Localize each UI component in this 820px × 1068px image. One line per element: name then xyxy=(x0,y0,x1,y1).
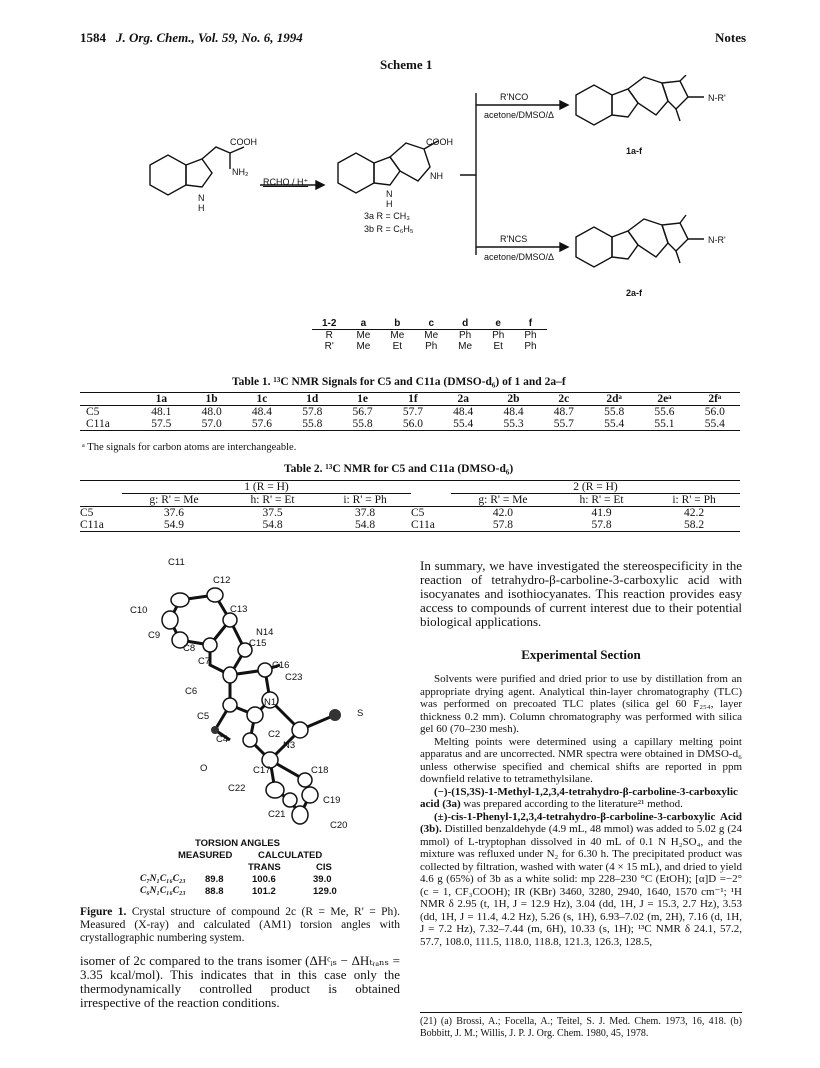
table-row xyxy=(80,418,740,431)
label-2af: 2a-f xyxy=(626,288,643,298)
table1-header: 2a xyxy=(457,393,469,405)
table-cell: C11a xyxy=(410,519,435,531)
table1-header xyxy=(80,393,136,406)
exp-paragraph-2: Melting points were determined using a capillary melting point apparatus and are uncorrected. NMR spectra were obtained in DMSO-d₆ unless otherwise specified and chemical shifts are reported in ppm downfield relative to tetramethylsilane. xyxy=(420,735,742,785)
table1-footnote: ᵃ The signals for carbon atoms are interchangeable. xyxy=(82,442,297,453)
table-cell: Et xyxy=(493,341,503,352)
journal-citation: J. Org. Chem., Vol. 59, No. 6, 1994 xyxy=(116,30,303,45)
svg-text:N: N xyxy=(198,193,205,203)
table2-subheader: i: R' = Ph xyxy=(672,494,716,506)
torsion-title: TORSION ANGLES xyxy=(195,838,280,849)
table1-header: 1a xyxy=(155,393,168,405)
svg-text:H: H xyxy=(386,199,393,209)
substituent-header: c xyxy=(428,318,434,329)
table-cell: 55.3 xyxy=(503,418,524,430)
table-cell: 37.8 xyxy=(355,507,376,519)
exp-paragraph-1: Solvents were purified and dried prior to use by distillation from an appropriate drying agent. Analytical thin-layer chromatography (TLC) was performed on precoated TLC plates (silica gel 60 F₂₅₄, layer thickness 0.2 mm). Column chromatography was performed with silica gel 60 (70–230 mesh). xyxy=(420,673,742,735)
summary-paragraph: In summary, we have investigated the stereospecificity in the reaction of tetrahydro-β-carboline-3-carboxylic acid with isocyanates and isothiocyanates. This reaction provides easy access to compounds of current interest due to their potential biological applications. xyxy=(420,558,742,629)
compound-3a-name: (−)-(1S,3S)-1-Methyl-1,2,3,4-tetrahydro-β-carboline-3-carboxylic acid (3a) xyxy=(420,785,738,810)
atom-label: C12 xyxy=(213,575,231,586)
atom-label: O xyxy=(200,763,208,774)
table1-header: 1f xyxy=(408,393,418,405)
atom-label: C8 xyxy=(183,643,196,654)
substituent-header: f xyxy=(528,318,533,329)
benzene-ring-tryptophan xyxy=(150,155,186,195)
page-number: 1584 xyxy=(80,30,106,45)
experimental-heading: Experimental Section xyxy=(521,647,641,662)
torsion-row2-cis: 129.0 xyxy=(313,886,337,897)
atom-label: C4 xyxy=(216,734,229,745)
figure-caption-text: Crystal structure of compound 2c (R = Me, R' = Ph). Measured (X-ray) and calculated (AM1) torsion angles with crystallographic numbering system. xyxy=(80,906,400,944)
reagent-conditions-bottom: acetone/DMSO/Δ xyxy=(484,252,555,262)
svg-text:NH₂: NH₂ xyxy=(232,167,249,177)
table-cell: Me xyxy=(356,330,371,341)
right-column xyxy=(420,559,742,948)
atom-label: C20 xyxy=(330,820,348,831)
table-cell: 56.0 xyxy=(402,418,423,430)
torsion-row2-label: C₆N₁C₁₆C₂₃ xyxy=(140,886,186,896)
reagent-rncs: R'NCS xyxy=(500,234,528,244)
torsion-row1-measured: 89.8 xyxy=(205,874,224,885)
substituent-header: a xyxy=(360,318,367,329)
atom-label: C13 xyxy=(230,604,248,615)
table-cell: 57.8 xyxy=(302,406,323,418)
table1-header: 2fᵃ xyxy=(708,393,722,405)
table-cell: 54.8 xyxy=(355,519,376,531)
svg-text:NH: NH xyxy=(430,171,443,181)
table-cell: 55.4 xyxy=(704,418,725,430)
table-cell: 56.7 xyxy=(352,406,373,418)
table1-header: 2eᵃ xyxy=(657,393,672,405)
table-cell: 48.0 xyxy=(201,406,222,418)
substituent-table xyxy=(312,318,547,352)
table2 xyxy=(80,480,740,532)
torsion-measured: MEASURED xyxy=(178,850,233,861)
table-row xyxy=(80,406,740,419)
table-cell: 57.0 xyxy=(201,418,222,430)
table-cell: Me xyxy=(356,341,371,352)
label-3a: 3a R = CH₃ xyxy=(364,211,410,221)
table-cell: 55.1 xyxy=(654,418,675,430)
atom-label: C10 xyxy=(130,605,148,616)
table2-group2: 2 (R = H) xyxy=(451,481,740,494)
svg-text:COOH: COOH xyxy=(230,137,257,147)
compound-3b-text: Distilled benzaldehyde (4.9 mL, 48 mmol) was added to 5.02 g (24 mmol) of L-tryptophan dissolved in 40 mL of 0.1 N H₂SO₄, and the mixture was refluxed under N₂ for 6.30 h. The precipitated product was collected by filtration, washed with water (4 × 15 mL), and dried to yield 4.6 g (65%) of 3b as a white solid: mp 228–230 °C (EtOH); [α]D =−2° (c = 1, CF₃COOH); IR (KBr) 3460, 3280, 2940, 1640, 1570 cm⁻¹; ¹H NMR δ 2.95 (t, 1H, J = 12.9 Hz), 3.04 (dd, 1H, J = 15.3, 2.7 Hz), 3.53 (dd, 1H, J = 11.4, 4.2 Hz), 5.26 (s, 1H), 6.93–7.02 (m, 2H), 7.16 (d, 1H, J = 7.2 Hz), 7.32–7.44 (m, 6H), 10.33 (s, 1H); ¹³C NMR δ 24.1, 57.2, 57.7, 108.0, 111.5, 118.0, 118.8, 121.3, 126.3, 128.5, xyxy=(420,823,742,948)
table2-subheader: h: R' = Et xyxy=(579,494,624,506)
reference-21: (21) (a) Brossi, A.; Focella, A.; Teitel, S. J. Med. Chem. 1973, 16, 418. (b) Bobbitt, J. M.; Willis, J. P. J. Org. Chem. 1980, 45, 1978. xyxy=(420,1016,742,1039)
svg-text:COOH: COOH xyxy=(426,137,453,147)
table1-header: 1c xyxy=(256,393,268,405)
table-cell: 55.8 xyxy=(352,418,373,430)
table1-header: 1b xyxy=(205,393,218,405)
table1-header: 1d xyxy=(306,393,319,405)
table-cell: 54.8 xyxy=(262,519,283,531)
figure-caption-label: Figure 1. xyxy=(80,906,127,918)
table-cell: 57.5 xyxy=(151,418,172,430)
torsion-row1-trans: 100.6 xyxy=(252,874,276,885)
table-cell: 42.0 xyxy=(492,507,514,519)
table-cell: 55.7 xyxy=(553,418,574,430)
table-cell: 48.4 xyxy=(503,406,524,418)
table-cell: 48.4 xyxy=(251,406,272,418)
atom-label: C7 xyxy=(198,656,211,667)
table-cell: 57.8 xyxy=(492,519,514,531)
torsion-row2-measured: 88.8 xyxy=(205,886,224,897)
reagent-rcho: RCHO / H⁺ xyxy=(263,177,309,187)
atom-label: C5 xyxy=(197,711,210,722)
torsion-cis: CIS xyxy=(316,862,332,873)
reaction-scheme xyxy=(120,75,760,305)
atom-label: C16 xyxy=(272,660,290,671)
torsion-trans: TRANS xyxy=(248,862,281,873)
table-cell: 55.4 xyxy=(453,418,474,430)
figure-caption xyxy=(80,906,400,945)
torsion-row2-trans: 101.2 xyxy=(252,886,276,897)
left-paragraph: isomer of 2c compared to the trans isomer (ΔHᶜᵢₛ − ΔHₜᵣₐₙₛ = 3.35 kcal/mol). This indicates that in this case only the thermodynamically controlled product is obtained irrespective of the reaction conditions. xyxy=(80,953,400,1010)
label-1af: 1a-f xyxy=(626,146,643,156)
atom-label: C17 xyxy=(253,765,271,776)
svg-text:N-R': N-R' xyxy=(708,93,726,103)
table-cell: R xyxy=(325,330,333,341)
atom-label: C2 xyxy=(268,729,281,740)
table-cell: C11a xyxy=(86,418,110,430)
table-row xyxy=(312,330,547,342)
table-cell: 41.9 xyxy=(591,507,612,519)
scheme-title: Scheme 1 xyxy=(380,57,433,72)
crystal-structure xyxy=(120,555,380,840)
table2-subheader: g: R' = Me xyxy=(149,494,199,506)
table-cell: 58.2 xyxy=(684,519,705,531)
atom-label: N1 xyxy=(264,697,277,708)
table-row xyxy=(80,507,740,520)
table-cell: 56.0 xyxy=(704,406,725,418)
table-cell: 57.6 xyxy=(251,418,272,430)
substituent-header: d xyxy=(462,318,469,329)
svg-text:N-R': N-R' xyxy=(708,235,726,245)
atom-label: C21 xyxy=(268,809,286,820)
table-row xyxy=(80,519,740,532)
table-row xyxy=(312,341,547,352)
table-cell: 37.5 xyxy=(262,507,283,519)
table-cell: 55.8 xyxy=(302,418,323,430)
substituent-header: 1-2 xyxy=(322,318,337,329)
table-cell: 37.6 xyxy=(163,507,185,519)
table2-subheader: i: R' = Ph xyxy=(343,494,387,506)
table-cell: Me xyxy=(390,330,405,341)
atom-label: S xyxy=(357,708,364,719)
table-cell: 48.1 xyxy=(151,406,172,418)
table1 xyxy=(80,392,740,431)
table-cell: 54.9 xyxy=(163,519,185,531)
pyrrole-ring-tryptophan xyxy=(186,159,212,187)
table2-subheader: h: R' = Et xyxy=(250,494,295,506)
table-cell: Ph xyxy=(492,330,505,341)
substituent-header: e xyxy=(495,318,501,329)
table-cell: Ph xyxy=(524,341,537,352)
table-cell: 42.2 xyxy=(684,507,705,519)
atom-label: N3 xyxy=(283,740,296,751)
substituent-header: b xyxy=(394,318,401,329)
table2-subheader: g: R' = Me xyxy=(478,494,528,506)
atom-label: C15 xyxy=(249,638,267,649)
table-cell: C5 xyxy=(80,507,94,519)
table-cell: C5 xyxy=(86,406,100,418)
table-cell: C11a xyxy=(80,519,104,531)
table1-header: 1e xyxy=(357,393,368,405)
table-cell: Ph xyxy=(524,330,537,341)
compound-3a-text: was prepared according to the literature²¹ method. xyxy=(460,798,683,810)
table1-header: 2dᵃ xyxy=(606,393,622,405)
benzene-ring-thbc xyxy=(338,153,374,193)
atom-label: C22 xyxy=(228,783,246,794)
section-name: Notes xyxy=(715,30,747,45)
table-cell: 48.4 xyxy=(453,406,474,418)
atom-label: C6 xyxy=(185,686,198,697)
table-cell: R' xyxy=(324,341,334,352)
table-cell: 48.7 xyxy=(553,406,574,418)
table-cell: 55.6 xyxy=(654,406,675,418)
svg-text:N: N xyxy=(386,189,393,199)
table-cell: Ph xyxy=(425,341,438,352)
table-cell: Me xyxy=(424,330,439,341)
torsion-row1-label: C₇N₁C₁₆C₂₃ xyxy=(140,874,186,884)
atom-label: C18 xyxy=(311,765,329,776)
table-cell: C5 xyxy=(410,507,425,519)
table-cell: 57.7 xyxy=(402,406,423,418)
exp-paragraph-3 xyxy=(420,786,742,811)
torsion-row1-cis: 39.0 xyxy=(313,874,332,885)
reagent-conditions-top: acetone/DMSO/Δ xyxy=(484,110,555,120)
table-cell: Et xyxy=(392,341,403,352)
atom-label: C11 xyxy=(168,557,185,568)
table2-group1: 1 (R = H) xyxy=(122,481,411,494)
table-cell: 57.8 xyxy=(591,519,612,531)
table2-caption: Table 2. ¹³C NMR for C5 and C11a (DMSO-d₆) xyxy=(284,463,514,475)
table-cell: Me xyxy=(458,341,473,352)
svg-text:H: H xyxy=(198,203,205,213)
atom-label: C23 xyxy=(285,672,303,683)
table1-header: 2c xyxy=(558,393,570,405)
reagent-rnco: R'NCO xyxy=(500,92,529,102)
table1-caption: Table 1. ¹³C NMR Signals for C5 and C11a (DMSO-d₆) of 1 and 2a–f xyxy=(232,376,566,388)
table1-header: 2b xyxy=(507,393,520,405)
atom-label: C9 xyxy=(148,630,161,641)
table-cell: 55.8 xyxy=(604,406,625,418)
atom-label: N14 xyxy=(256,627,274,638)
compound-3b-name: (±)-cis-1-Phenyl-1,2,3,4-tetrahydro-β-carboline-3-carboxylic Acid (3b). xyxy=(420,810,742,835)
exp-paragraph-4 xyxy=(420,811,742,949)
atom-label: C19 xyxy=(323,795,341,806)
label-3b: 3b R = C₆H₅ xyxy=(364,224,414,234)
footnote-rule xyxy=(420,1012,742,1013)
torsion-calculated: CALCULATED xyxy=(258,850,323,861)
table-cell: 55.4 xyxy=(604,418,625,430)
table-cell: Ph xyxy=(459,330,472,341)
